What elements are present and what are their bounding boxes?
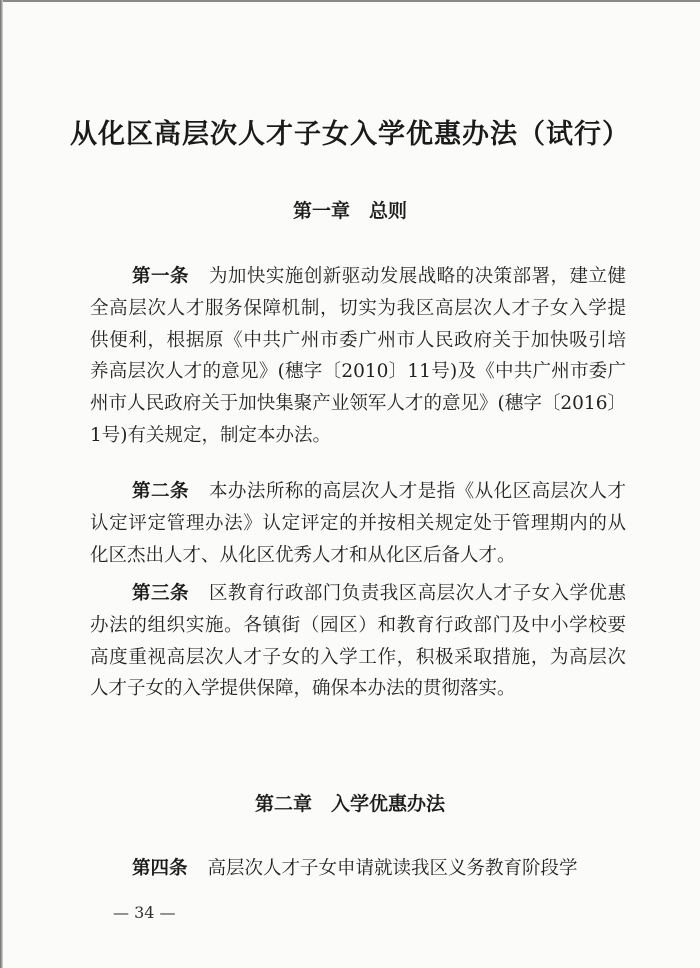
scan-edge-top xyxy=(0,0,700,2)
article-text: 区教育行政部门负责我区高层次人才子女入学优惠办法的组织实施。各镇街（园区）和教育行政部门及中小学校要高度重视高层次人才子女的入学工作，积极采取措施，为高层次人才子女的入学提供保障，确保本办法的贯彻落实。 xyxy=(90,583,626,700)
article-text: 本办法所称的高层次人才是指《从化区高层次人才认定评定管理办法》认定评定的并按相关规定处于管理期内的从化区杰出人才、从化区优秀人才和从化区后备人才。 xyxy=(90,481,626,566)
article-2 xyxy=(90,476,626,571)
article-3 xyxy=(90,578,626,705)
page-number: — 34 — xyxy=(113,903,176,922)
article-text: 为加快实施创新驱动发展战略的决策部署，建立健全高层次人才服务保障机制，切实为我区高层次人才子女入学提供便利，根据原《中共广州市委广州市人民政府关于加快吸引培养高层次人才的意见》(穗字〔2010〕11号)及《中共广州市委广州市人民政府关于加快集聚产业领军人才的意见》(穗字〔2016〕1号)有关规定，制定本办法。 xyxy=(90,266,626,446)
article-4 xyxy=(90,853,626,885)
article-label: 第四条 xyxy=(132,858,188,879)
article-1 xyxy=(90,261,626,452)
document-title: 从化区高层次人才子女入学优惠办法（试行） xyxy=(70,119,630,150)
article-text: 高层次人才子女申请就读我区义务教育阶段学 xyxy=(207,858,578,879)
article-label: 第一条 xyxy=(132,266,189,287)
chapter-heading-1: 第一章 总则 xyxy=(292,200,407,222)
article-label: 第三条 xyxy=(132,583,189,604)
chapter-heading-2: 第二章 入学优惠办法 xyxy=(254,793,445,815)
article-label: 第二条 xyxy=(132,481,189,502)
